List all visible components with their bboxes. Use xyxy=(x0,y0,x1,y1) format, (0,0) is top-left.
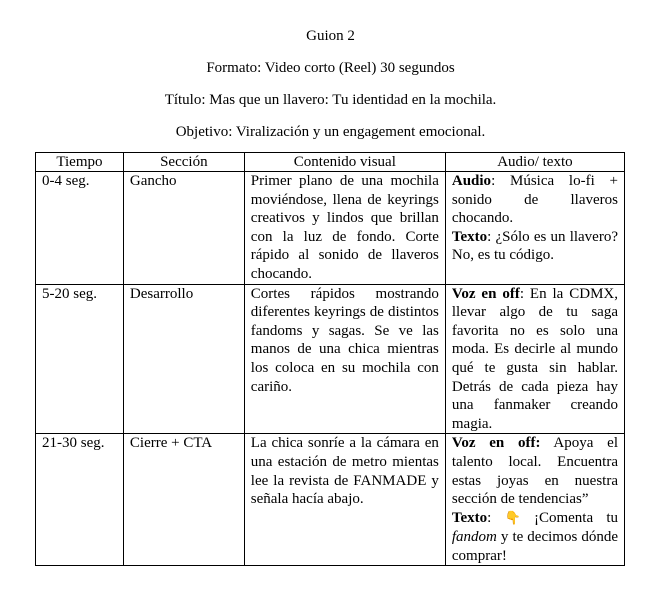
table-row xyxy=(36,434,625,566)
table-row xyxy=(36,284,625,434)
audio-line xyxy=(452,172,618,228)
objective-line: Objetivo: Viralización y un engagement emocional. xyxy=(175,124,486,140)
header-seccion: Sección xyxy=(123,153,244,172)
cell-visual: La chica sonríe a la cámara en una estación de metro mientas lee la revista de FANMADE y señala hacía abajo. xyxy=(244,434,445,566)
text-label: Texto xyxy=(451,509,488,526)
header-contenido-visual: Contenido visual xyxy=(244,153,445,172)
audio-text: : Música lo-fi + sonido de llaveros chocando. xyxy=(451,173,618,227)
cell-audio xyxy=(445,284,624,434)
table-row xyxy=(36,172,625,285)
cell-audio xyxy=(445,172,624,285)
text-label: Texto xyxy=(451,228,488,245)
header-audio-texto: Audio/ texto xyxy=(445,153,624,172)
text-content: : ¿Sólo es un llavero? No, es tu código. xyxy=(451,228,618,264)
voice-line xyxy=(452,434,618,508)
cell-visual: Primer plano de una mochila moviéndose, llena de keyrings creativos y lindos que brillan con la luz de fondo. Corte rápido al sonido de llaveros chocando. xyxy=(244,172,445,285)
text-italic: fandom xyxy=(451,529,497,546)
text-line xyxy=(452,228,618,265)
table-header-row xyxy=(36,153,625,172)
text-pre: : xyxy=(487,509,505,526)
text-line xyxy=(452,509,618,566)
cell-time: 0-4 seg. xyxy=(36,172,124,285)
cell-time: 21-30 seg. xyxy=(36,434,124,566)
text-post: y te decimos dónde comprar! xyxy=(451,529,618,564)
script-table xyxy=(35,152,625,566)
voice-text: Apoya el talento local. Encuentra estas joyas en nuestra sección de tendencias” xyxy=(451,435,618,508)
audio-label: Audio xyxy=(451,173,492,189)
text-mid: ¡Comenta tu xyxy=(520,509,618,526)
cell-section: Desarrollo xyxy=(123,284,244,434)
cell-time: 5-20 seg. xyxy=(36,284,124,434)
cell-audio xyxy=(445,434,624,566)
voice-label: Voz en off xyxy=(451,285,520,302)
voice-text: : En la CDMX, llevar algo de tu saga favorita no es solo una moda. Es decirle al mundo qué te gusta sin hablar. Detrás de cada pieza hay una fanmaker creando magia. xyxy=(451,285,618,432)
cell-visual: Cortes rápidos mostrando diferentes keyrings de distintos fandoms y sagas. Se ve las manos de una chica mientras los coloca en su mochila con cariño. xyxy=(244,284,445,434)
pointing-down-icon: 👇 xyxy=(504,510,521,526)
format-line: Formato: Video corto (Reel) 30 segundos xyxy=(206,60,455,76)
cell-section: Cierre + CTA xyxy=(123,434,244,566)
title-line: Título: Mas que un llavero: Tu identidad en la mochila. xyxy=(164,92,497,108)
voice-label: Voz en off: xyxy=(451,435,541,452)
header-tiempo: Tiempo xyxy=(36,153,124,172)
cell-section: Gancho xyxy=(123,172,244,285)
script-title: Guion 2 xyxy=(306,28,355,44)
